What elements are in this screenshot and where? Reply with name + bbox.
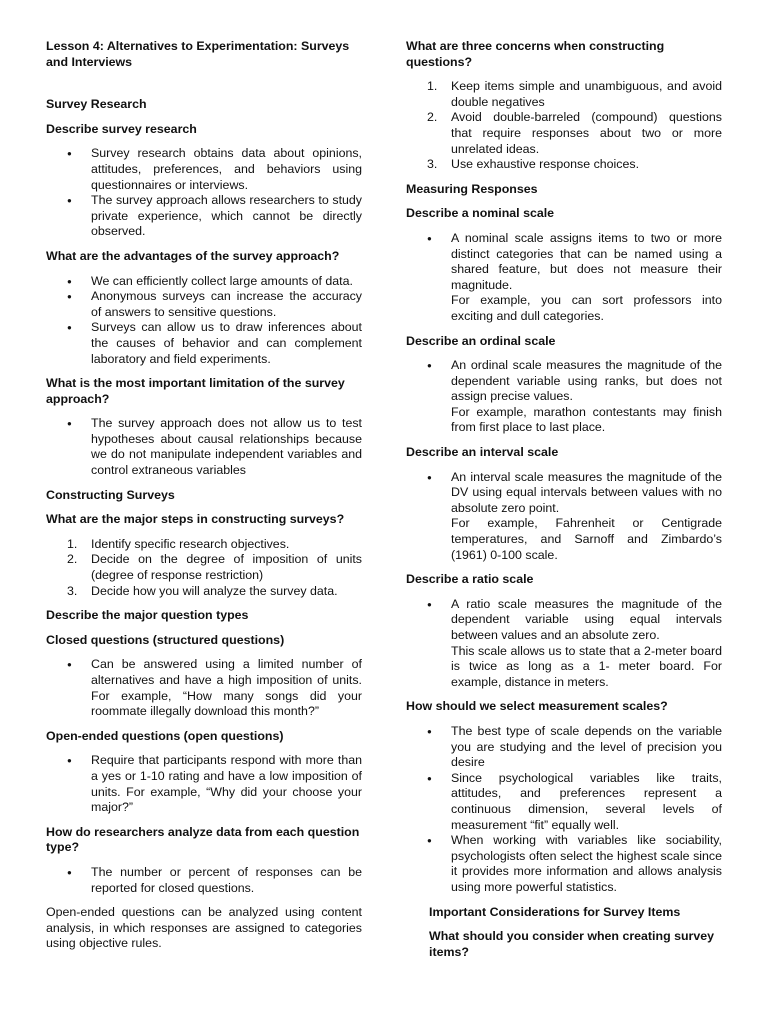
section-heading-constructing-surveys: Constructing Surveys xyxy=(46,487,175,502)
list-item: ● An interval scale measures the magnitude of the DV using equal intervals between values with no absolute zero point. For example, Fahrenheit or Centigrade temperatures, and Sarnoff and Zimbardo’s (1961) 0-100 scale. xyxy=(406,470,722,564)
heading-closed-questions: Closed questions (structured questions) xyxy=(46,632,285,647)
numbered-list-steps xyxy=(46,537,362,599)
list-item: ● The best type of scale depends on the variable you are studying and the level of precision you desire xyxy=(406,724,722,771)
question-question-types: Describe the major question types xyxy=(46,608,249,623)
bullet-list-describe-survey xyxy=(46,146,362,240)
list-item: ● Can be answered using a limited number of alternatives and have a high imposition of units. For example, “How many songs did your roommate illegally download this month?” xyxy=(46,657,362,719)
heading-open-questions: Open-ended questions (open questions) xyxy=(46,728,284,743)
numbered-list-concerns xyxy=(406,79,722,173)
paragraph-analyze: Open-ended questions can be analyzed using content analysis, in which responses are assigned to categories using objective rules. xyxy=(46,905,362,951)
list-item: ● An ordinal scale measures the magnitude of the dependent variable using ranks, but does not assign precise values. For example, marathon contestants may finish from first place to last place. xyxy=(406,358,722,436)
list-item: ● The number or percent of responses can be reported for closed questions. xyxy=(46,865,362,896)
list-item: 1. Keep items simple and unambiguous, and avoid double negatives xyxy=(427,79,722,109)
list-item: 3. Decide how you will analyze the survey data. xyxy=(67,583,338,598)
list-item: ● When working with variables like sociability, psychologists often select the highest scale since it provides more information and allows analysis using more powerful statistics. xyxy=(406,833,722,895)
question-describe-survey: Describe survey research xyxy=(46,121,197,136)
question-consider: What should you consider when creating survey items? xyxy=(429,929,715,959)
bullet-list-closed xyxy=(46,657,362,719)
question-select-scales: How should we select measurement scales? xyxy=(406,699,668,714)
bullet-list-select-scales xyxy=(406,724,722,896)
section-heading-survey-research: Survey Research xyxy=(46,97,147,112)
lesson-title: Lesson 4: Alternatives to Experimentation: Surveys and Interviews xyxy=(46,39,350,69)
list-item: ● A ratio scale measures the magnitude of the dependent variable using equal intervals between values and an absolute zero. This scale allows us to state that a 2-meter board is twice as long as a 1- meter board. For example, distance in meters. xyxy=(406,597,722,691)
question-limitation: What is the most important limitation of the survey approach? xyxy=(46,376,345,406)
bullet-list-interval xyxy=(406,470,722,564)
list-item: ● Since psychological variables like traits, attitudes, and preferences represent a continuous dimension, several levels of measurement “fit” equally well. xyxy=(406,771,722,833)
bullet-list-advantages xyxy=(46,274,362,368)
bullet-list-ratio xyxy=(406,597,722,691)
list-item: ● The survey approach does not allow us to test hypotheses about causal relationships because we do not manipulate independent variables and control extraneous variables xyxy=(46,416,362,478)
question-major-steps: What are the major steps in constructing surveys? xyxy=(46,512,345,527)
list-item: ● Anonymous surveys can increase the accuracy of answers to sensitive questions. xyxy=(46,289,362,320)
bullet-list-analyze xyxy=(46,865,362,896)
section-heading-measuring-responses: Measuring Responses xyxy=(406,181,538,196)
question-interval: Describe an interval scale xyxy=(406,445,559,460)
list-item: ● Survey research obtains data about opinions, attitudes, preferences, and behaviors using questionnaires or interviews. xyxy=(46,146,362,193)
question-ordinal: Describe an ordinal scale xyxy=(406,333,556,348)
heading-important-considerations: Important Considerations for Survey Items xyxy=(429,904,681,919)
list-item: 2. Decide on the degree of imposition of units (degree of response restriction) xyxy=(67,552,362,583)
question-analyze: How do researchers analyze data from each question type? xyxy=(46,824,360,855)
list-item: ● The survey approach allows researchers to study private experience, which cannot be directly observed. xyxy=(46,193,362,240)
bullet-list-ordinal xyxy=(406,358,722,436)
left-column xyxy=(46,39,362,961)
list-item: ● Require that participants respond with more than a yes or 1-10 rating and have a low imposition of units. For example, “Why did your choose your major?” xyxy=(46,753,362,815)
question-ratio: Describe a ratio scale xyxy=(406,572,534,587)
list-item: ● We can efficiently collect large amounts of data. xyxy=(46,274,362,290)
bullet-list-nominal xyxy=(406,231,722,325)
list-item: 2. Avoid double-barreled (compound) questions that require responses about two or more unrelated ideas. xyxy=(427,110,722,156)
list-item: ● A nominal scale assigns items to two or more distinct categories that can be named using a shared feature, but does not measure their magnitude. For example, you can sort professors into exciting and dull categories. xyxy=(406,231,722,325)
question-advantages: What are the advantages of the survey approach? xyxy=(46,248,340,263)
list-item: 1. Identify specific research objectives. xyxy=(67,536,290,551)
bullet-list-open xyxy=(46,753,362,815)
right-column xyxy=(406,39,722,969)
question-concerns: What are three concerns when constructing questions? xyxy=(406,39,665,69)
bullet-list-limitation xyxy=(46,416,362,478)
list-item: 3. Use exhaustive response choices. xyxy=(427,157,640,172)
question-nominal: Describe a nominal scale xyxy=(406,206,555,221)
list-item: ● Surveys can allow us to draw inferences about the causes of behavior and can complement laboratory and field experiments. xyxy=(46,320,362,367)
